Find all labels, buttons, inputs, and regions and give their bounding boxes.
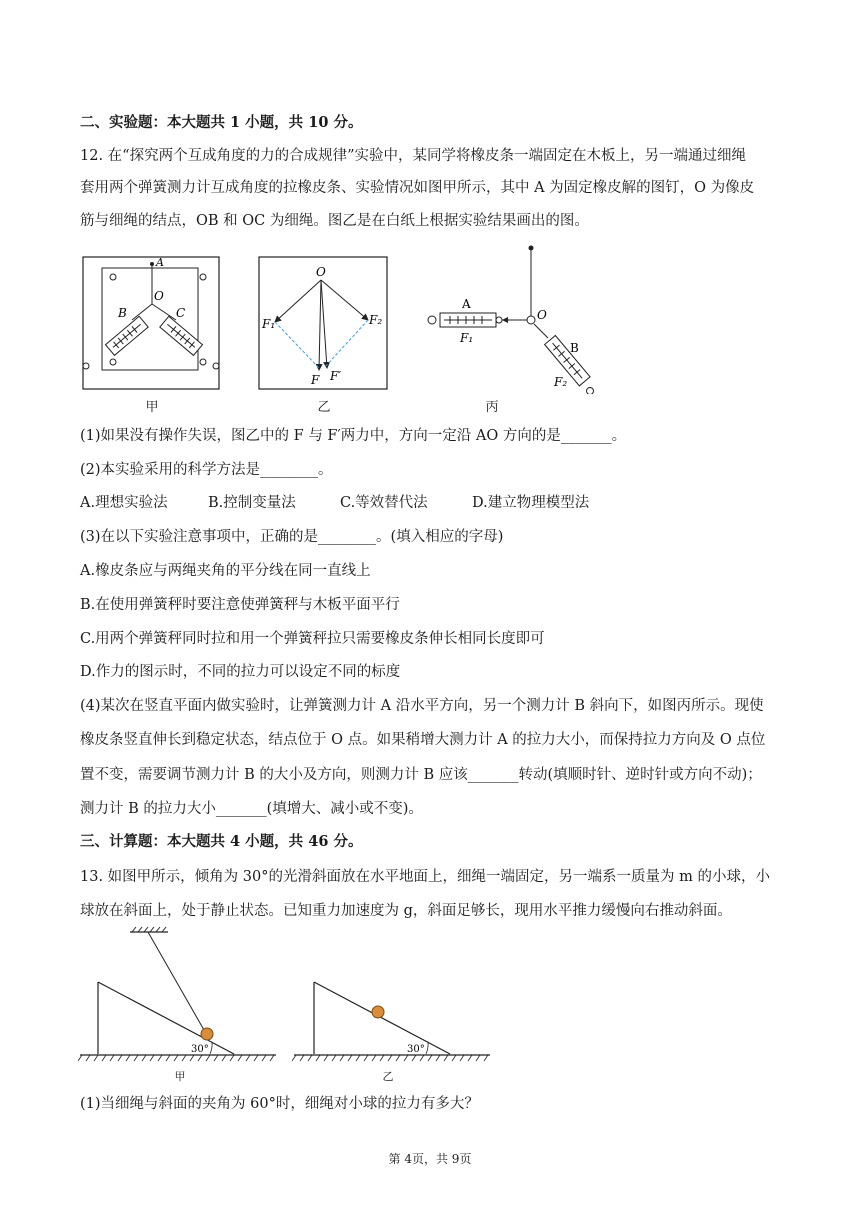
bing-label-o: O [537, 308, 547, 322]
q12-part-4-line-3: 置不变，需要调节测力计 B 的大小及方向，则测力计 B 应该_______转动(填顺时针、逆时针或方向不动)； [80, 767, 762, 783]
bing-label-a: A [462, 297, 471, 311]
q13-figure-jia-caption: 甲 [174, 1070, 186, 1083]
page-footer: 第 4页，共 9页 [388, 1152, 472, 1166]
q13-part-1: (1)当细绳与斜面的夹角为 60°时，细绳对小球的拉力有多大？ [80, 1096, 479, 1112]
q13-figure-yi [292, 926, 492, 1066]
figure-jia [80, 252, 225, 397]
q12-part-3-option-b: B.在使用弹簧秤时要注意使弹簧秤与木板平面平行 [80, 597, 400, 613]
figure-jia-caption: 甲 [145, 400, 159, 415]
q12-part-4-line-2: 橡皮条竖直伸长到稳定状态，结点位于 O 点。如果稍增大测力计 A 的拉力大小，而保持拉力方向及 O 点位 [80, 732, 766, 748]
q13-stem-line-2: 球放在斜面上，处于静止状态。已知重力加速度为 g，斜面足够长，现用水平推力缓慢向右推动斜面。 [80, 903, 732, 919]
q12-part-4-line-4: 测力计 B 的拉力大小_______(填增大、减小或不变)。 [80, 801, 423, 817]
q12-part-3: (3)在以下实验注意事项中，正确的是________。(填入相应的字母) [80, 529, 504, 545]
yi-label-o: O [316, 265, 326, 279]
q13-figure-yi-caption: 乙 [382, 1070, 394, 1083]
jia-label-o: O [154, 289, 164, 303]
figure-yi-caption: 乙 [317, 400, 331, 415]
yi-label-f: F [311, 373, 320, 387]
q12-part-1: (1)如果没有操作失误，图乙中的 F 与 F′两力中，方向一定沿 AO 方向的是_______。 [80, 428, 627, 444]
bing-label-b: B [570, 341, 579, 355]
q12-stem-line-1: 12. 在“探究两个互成角度的力的合成规律”实验中，某同学将橡皮条一端固定在木板上，另一端通过细绳 [80, 148, 746, 164]
q12-part-3-option-c: C.用两个弹簧秤同时拉和用一个弹簧秤拉只需要橡皮条伸长相同长度即可 [80, 631, 545, 647]
q12-part-2: (2)本实验采用的科学方法是________。 [80, 462, 333, 478]
yi-label-f1: F₁ [262, 317, 276, 331]
q12-part-4-line-1: (4)某次在竖直平面内做实验时，让弹簧测力计 A 沿水平方向，另一个测力计 B 斜向下，如图丙所示。现使 [80, 698, 764, 714]
option-b: B.控制变量法 [208, 495, 296, 511]
bing-label-f1: F₁ [460, 331, 474, 345]
section-3-title: 三、计算题：本大题共 4 小题，共 46 分。 [80, 833, 363, 850]
q13-figure-jia [78, 926, 278, 1066]
q12-stem-line-3: 筋与细绳的结点，OB 和 OC 为细绳。图乙是在白纸上根据实验结果画出的图。 [80, 213, 589, 229]
q12-part-3-option-a: A.橡皮条应与两绳夹角的平分线在同一直线上 [80, 563, 371, 579]
q13-stem-line-1: 13. 如图甲所示，倾角为 30°的光滑斜面放在水平地面上，细绳一端固定，另一端系一质量为 m 的小球，小 [80, 869, 770, 885]
option-a: A.理想实验法 [80, 495, 168, 511]
figure-bing-caption: 丙 [485, 400, 499, 415]
figure-yi [258, 256, 390, 392]
yi-label-f2: F₂ [369, 313, 383, 327]
jia-label-b: B [118, 306, 127, 320]
q12-part-3-option-d: D.作力的图示时，不同的拉力可以设定不同的标度 [80, 664, 401, 680]
bing-label-f2: F₂ [554, 375, 568, 389]
figure-bing [420, 244, 610, 394]
jia-label-a: A [156, 256, 164, 269]
option-d: D.建立物理模型法 [472, 495, 590, 511]
q12-part-2-options [80, 492, 780, 514]
section-2-title: 二、实验题：本大题共 1 小题，共 10 分。 [80, 114, 363, 131]
q13-jia-angle: 30° [191, 1044, 209, 1055]
option-c: C.等效替代法 [340, 495, 428, 511]
q12-stem-line-2: 套用两个弹簧测力计互成角度的拉橡皮条、实验情况如图甲所示，其中 A 为固定橡皮解的图钉，O 为像皮 [80, 180, 755, 196]
yi-label-fprime: F′ [330, 369, 342, 383]
q13-yi-angle: 30° [407, 1044, 425, 1055]
jia-label-c: C [176, 306, 186, 320]
